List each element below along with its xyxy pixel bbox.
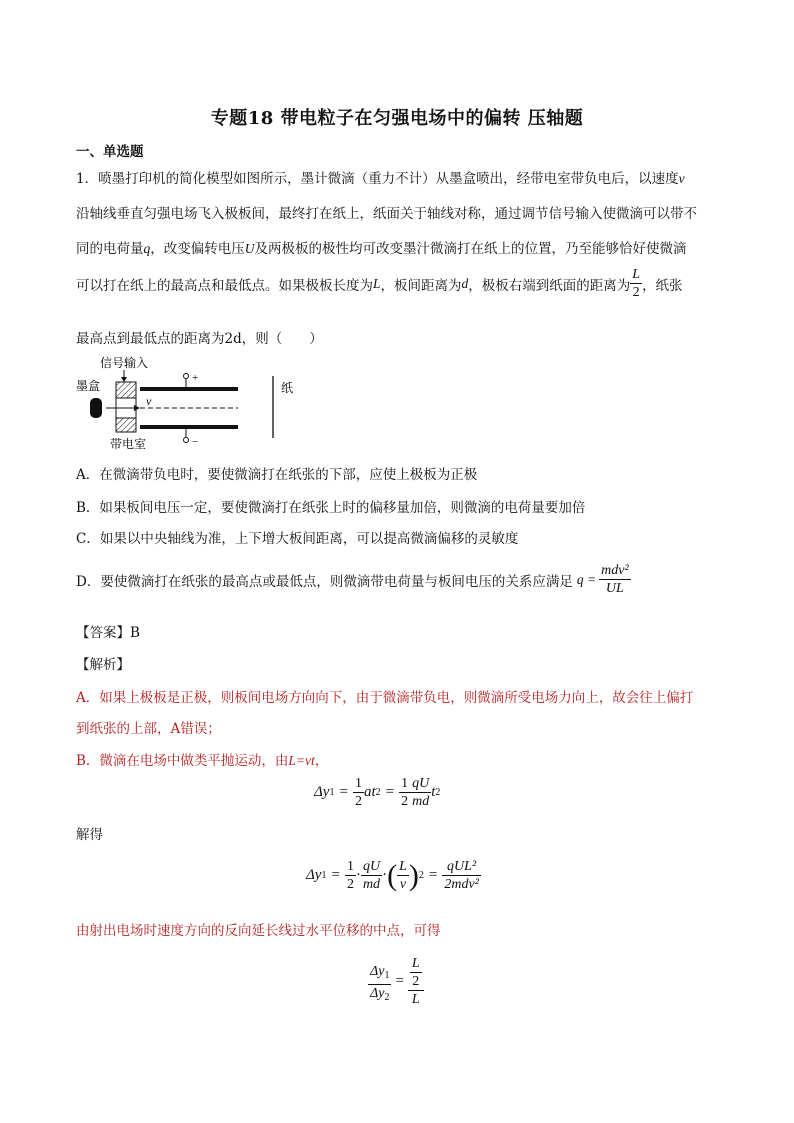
charge-room-label: 带电室 xyxy=(110,437,147,451)
formula-fraction: $\frac{\text{mdv²}}{UL}$ xyxy=(601,563,629,596)
solve-label: 解得 xyxy=(76,827,103,843)
ink-box-label: 墨盒 xyxy=(76,379,101,393)
fraction-L-over-2: $\frac{L}{2}$ xyxy=(632,267,641,300)
formula-L-vt: L=vt xyxy=(288,753,315,768)
question-text: ，则（ ） xyxy=(241,331,323,347)
var-q: q xyxy=(143,241,151,256)
var-2d: 2d xyxy=(224,331,242,347)
question-text: 同的电荷量 xyxy=(76,241,144,257)
analysis-label: 【解析】 xyxy=(76,657,130,673)
option-a: A．在微滴带负电时，要使微滴打在纸张的下部，应使上极板为正极 xyxy=(76,467,478,483)
minus-terminal-label: − xyxy=(192,436,199,448)
analysis-a-line-2: 到纸张的上部，A错误； xyxy=(76,721,221,737)
question-line-5 xyxy=(76,327,323,347)
question-text: ，极板右端到纸面的距离为 xyxy=(468,277,631,294)
upper-plate xyxy=(140,387,238,391)
var-L: L xyxy=(373,275,381,291)
var-U: U xyxy=(244,241,255,256)
velocity-label: v xyxy=(146,394,152,408)
ink-box xyxy=(90,398,102,418)
equation-2: Δy 1 = $\frac{1}{2}$ · $\frac{qU}{md}$ · ( $\frac{L}{v}$ ) 2 = $\frac{\text{qUL²}}{\text{2mdv²}}$ xyxy=(306,858,479,892)
question-text: 最高点到最低点的距离为 xyxy=(76,331,225,347)
analysis-text: ， xyxy=(314,753,329,769)
question-text: 可以打在纸上的最高点和最低点。如果极板长度为 xyxy=(76,277,373,294)
paper-label: 纸 xyxy=(281,381,294,395)
analysis-b-line xyxy=(76,749,328,769)
question-text: ，改变偏转电压 xyxy=(150,241,245,257)
var-v: v xyxy=(678,171,685,186)
question-text: ，纸张 xyxy=(642,277,683,294)
option-d-text: D．要使微滴打在纸张的最高点或最低点，则微滴带电荷量与板间电压的关系应满足 xyxy=(76,573,573,590)
question-line-3 xyxy=(76,237,687,257)
equation-1: Δy 1 = $\frac{1}{2}$ at 2 = $\frac{1}{2}$ $\frac{qU}{md}$ t 2 xyxy=(314,776,441,809)
question-text: 及两极板的极性均可改变墨汁微滴打在纸上的位置，乃至能够恰好使微滴 xyxy=(254,241,687,257)
question-line-4 xyxy=(76,266,683,301)
analysis-a-line-1: A．如果上极板是正极，则板间电场方向向下，由于微滴带负电，则微滴所受电场力向上，故会往上偏打 xyxy=(76,690,694,706)
question-line-1 xyxy=(76,167,685,187)
plus-terminal-label: + xyxy=(192,372,199,384)
lower-plate xyxy=(140,425,238,429)
var-d: d xyxy=(461,275,469,291)
option-c: C．如果以中央轴线为准，上下增大板间距离，可以提高微滴偏移的灵敏度 xyxy=(76,531,519,547)
equation-3: $\frac{\Delta y_1}{\Delta y_2}$ = $\frac{\frac{L}{2}}{L}$ xyxy=(368,955,424,1008)
answer-label: 【答案】B xyxy=(76,625,140,641)
question-text: 1．喷墨打印机的简化模型如图所示，墨计微滴（重力不计）从墨盒喷出，经带电室带负电后，以速度 xyxy=(76,171,679,187)
question-line-2: 沿轴线垂直匀强电场飞入极板间，最终打在纸上，纸面关于轴线对称，通过调节信号输入使微滴可以带不 xyxy=(76,206,697,222)
section-heading: 一、单选题 xyxy=(76,144,144,160)
page-title: 专题18 带电粒子在匀强电场中的偏转 压轴题 xyxy=(210,108,584,129)
question-text: ，板间距离为 xyxy=(380,277,462,294)
inkjet-printer-diagram xyxy=(76,352,306,452)
analysis-text: B．微滴在电场中做类平抛运动，由 xyxy=(76,753,289,769)
analysis-midpoint: 由射出电场时速度方向的反向延长线过水平位移的中点，可得 xyxy=(76,923,441,939)
formula-lhs: q = xyxy=(576,571,597,587)
option-d xyxy=(76,562,631,597)
signal-input-label: 信号输入 xyxy=(100,356,149,370)
option-b: B．如果板间电压一定，要使微滴打在纸张上时的偏移量加倍，则微滴的电荷量要加倍 xyxy=(76,500,586,516)
